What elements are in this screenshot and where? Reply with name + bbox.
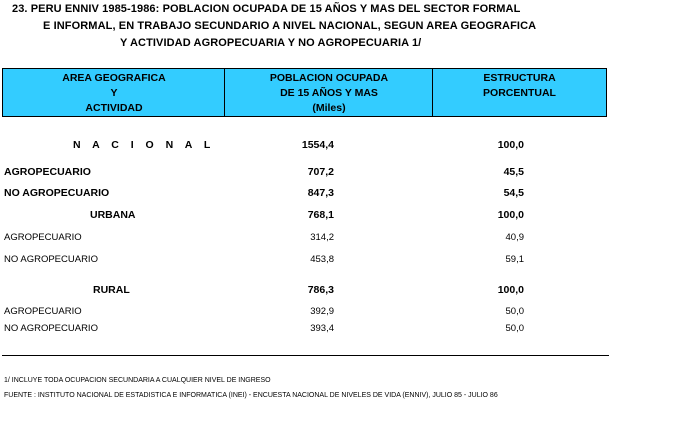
row-percent: 100,0 [497,284,524,296]
title-line-3: Y ACTIVIDAD AGROPECUARIA Y NO AGROPECUARIA 1/ [120,37,422,49]
row-population: 847,3 [307,187,334,199]
title-line-2: E INFORMAL, EN TRABAJO SECUNDARIO A NIVEL NACIONAL, SEGUN AREA GEOGRAFICA [43,20,537,32]
row-percent: 45,5 [503,166,524,178]
row-population: 707,2 [307,166,334,178]
row-population: 314,2 [310,232,334,243]
row-label: AGROPECUARIO [4,306,82,317]
table-row [0,166,680,180]
header-area-geografica [3,71,225,116]
table-row [0,306,680,320]
row-percent: 59,1 [505,254,524,265]
header-poblacion-ocupada [225,71,433,116]
row-label: AGROPECUARIO [4,166,91,178]
row-percent: 50,0 [505,323,524,334]
source-note: FUENTE : INSTITUTO NACIONAL DE ESTADISTICA E INFORMATICA (INEI) - ENCUESTA NACIONAL DE NIVELES DE VIDA (ENNIV), JULIO 85 - JULIO 86 [4,392,498,399]
row-population: 392,9 [310,306,334,317]
row-percent: 100,0 [497,209,524,221]
header-text: ACTIVIDAD [85,102,143,114]
table-bottom-rule [2,355,609,356]
table-row [0,187,680,201]
table-row-nacional [0,139,680,153]
header-text: POBLACION OCUPADA [269,72,389,84]
table-row [0,254,680,268]
header-text: DE 15 AÑOS Y MAS [280,87,378,99]
header-text: AREA GEOGRAFICA [62,72,166,84]
row-label: NO AGROPECUARIO [4,323,98,334]
row-label: URBANA [90,209,136,221]
header-text: (Miles) [312,102,346,114]
row-population: 453,8 [310,254,334,265]
title-line-1: 23. PERU ENNIV 1985-1986: POBLACION OCUPADA DE 15 AÑOS Y MAS DEL SECTOR FORMAL [12,3,521,15]
table-header [2,68,607,117]
row-label: AGROPECUARIO [4,232,82,243]
row-population: 1554,4 [301,139,334,151]
header-text: PORCENTUAL [483,87,556,99]
row-percent: 100,0 [497,139,524,151]
table-row-rural [0,284,680,298]
header-estructura-porcentual [433,71,606,101]
row-label: NO AGROPECUARIO [4,254,98,265]
row-label: N A C I O N A L [73,139,215,151]
header-text: ESTRUCTURA [483,72,556,84]
row-percent: 54,5 [503,187,524,199]
footnote: 1/ INCLUYE TODA OCUPACION SECUNDARIA A CUALQUIER NIVEL DE INGRESO [4,377,271,384]
row-population: 786,3 [307,284,334,296]
header-text: Y [110,87,118,99]
table-row [0,232,680,246]
row-population: 768,1 [307,209,334,221]
row-population: 393,4 [310,323,334,334]
row-label: RURAL [93,284,130,296]
table-row [0,323,680,337]
row-percent: 50,0 [505,306,524,317]
row-label: NO AGROPECUARIO [4,187,110,199]
row-percent: 40,9 [505,232,524,243]
table-row-urbana [0,209,680,223]
